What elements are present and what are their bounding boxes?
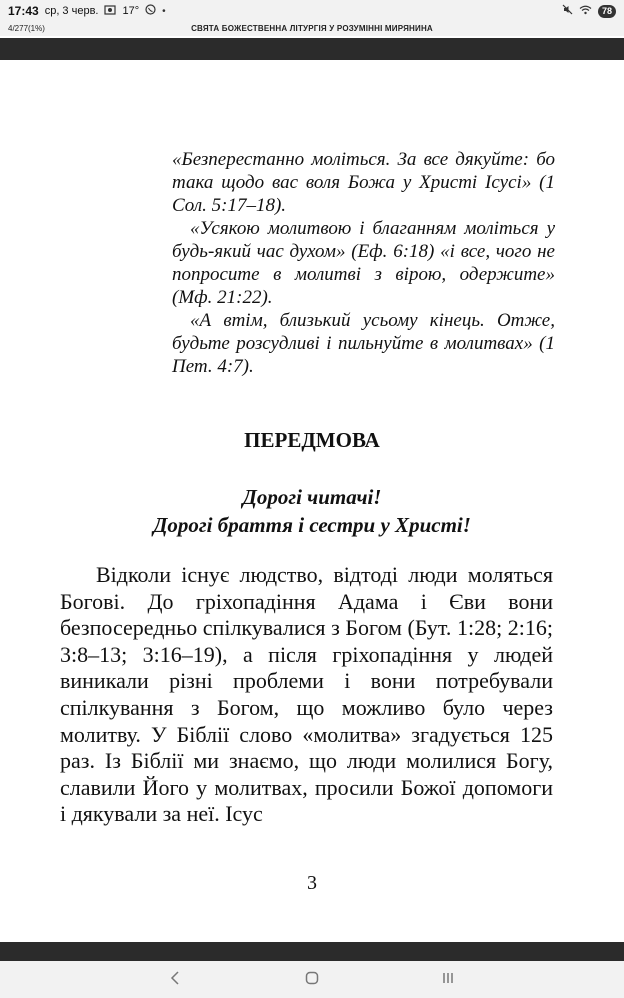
greeting-line-2: Дорогі браття і сестри у Христі! xyxy=(153,513,471,537)
book-title: СВЯТА БОЖЕСТВЕННА ЛІТУРГІЯ У РОЗУМІННІ МИРЯНИНА xyxy=(191,24,433,33)
book-page[interactable] xyxy=(0,60,624,942)
chapter-heading: ПЕРЕДМОВА xyxy=(244,428,380,452)
screenshot-icon xyxy=(104,5,116,18)
status-bar xyxy=(0,0,624,22)
top-page-border xyxy=(0,38,624,60)
reading-progress: 4/277(1%) xyxy=(8,24,45,33)
back-button[interactable] xyxy=(155,967,195,993)
battery-level: 78 xyxy=(601,5,612,16)
epigraph-block xyxy=(172,148,555,378)
wifi-icon xyxy=(579,5,592,18)
navigation-bar xyxy=(0,961,624,998)
mute-icon xyxy=(562,4,573,18)
status-time: 17:43 xyxy=(8,4,39,18)
recents-icon xyxy=(441,971,455,990)
epigraph-quote-3: «А втім, близький усьому кінець. Отже, будьте розсудливі і пильнуйте в молитвах» (1 Пет. 4:7). xyxy=(172,310,555,377)
reader-info-bar xyxy=(0,22,624,36)
epigraph-quote-2: «Усякою молитвою і благанням моліться у будь-який час духом» (Еф. 6:18) «і все, чого не попросите в молитві з вірою, одержите» (Мф. 21:22). xyxy=(172,218,555,308)
home-button[interactable] xyxy=(292,967,332,993)
epigraph-quote-1: «Безперестанно моліться. За все дякуйте: бо така щодо вас воля Божа у Христі Ісусі» (1 Сол. 5:17–18). xyxy=(172,149,555,216)
status-date: ср, 3 черв. xyxy=(44,5,99,17)
body-paragraph: Відколи існує людство, відтоді люди моляться Богові. До гріхопадіння Адама і Єви вони безпосередньо спілкувалися з Богом (Бут. 1:28; 2:16; 3:8–13; 3:16–19), а після гріхопадіння у людей виникали різні проблеми і вони потребували спілкування з Богом, що можливо було через молитву. У Біблії слово «молитва» згадується 125 раз. Із Біблії ми знаємо, що люди молилися Богу, славили Його у молитвах, просили Божої допомоги і дякували за неї. Ісус xyxy=(60,562,553,827)
dot-icon: • xyxy=(162,5,166,17)
recents-button[interactable] xyxy=(428,967,468,993)
weather-temperature: 17° xyxy=(122,5,140,17)
home-icon xyxy=(305,971,319,990)
battery-icon xyxy=(598,5,616,18)
bottom-page-border xyxy=(0,942,624,961)
greeting-line-1: Дорогі читачі! xyxy=(242,485,382,509)
page-number: 3 xyxy=(307,872,317,894)
back-icon xyxy=(169,971,181,990)
viber-icon xyxy=(145,4,156,18)
greeting xyxy=(0,483,624,539)
